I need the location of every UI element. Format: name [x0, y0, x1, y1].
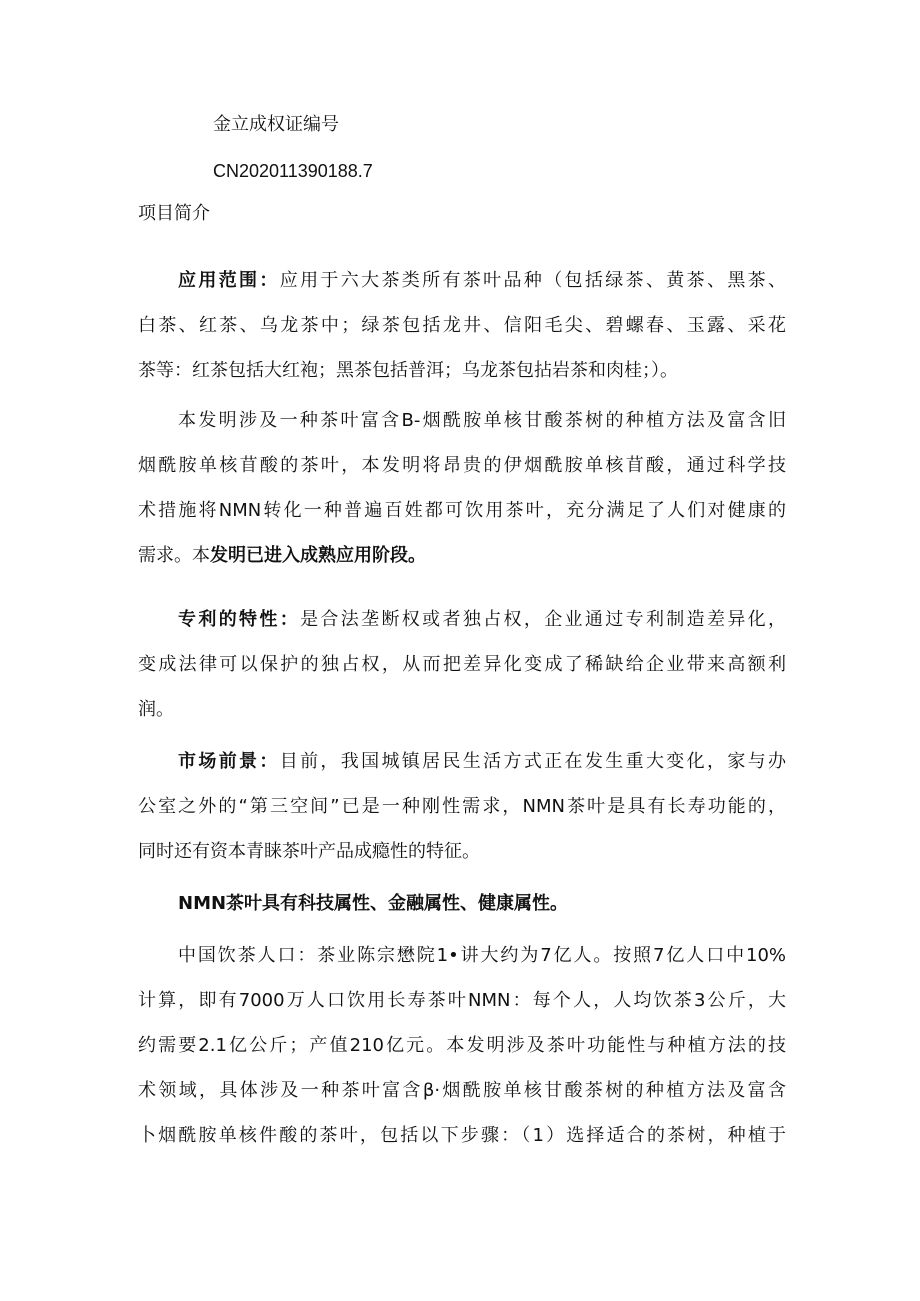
scope-label: 应用范围：: [178, 270, 280, 291]
certificate-title: 金立成权证编号: [213, 114, 339, 135]
text-line: 本发明涉及一种茶叶富含B-烟酰胺单核甘酸茶树的种植方法及富含旧: [178, 410, 786, 431]
text-line: [138, 739, 786, 784]
text-line: 同时还有资本青睐茶叶产品成瘾性的特征。: [138, 841, 480, 862]
paragraph-invention: [138, 398, 786, 578]
attributes-text: NMN茶叶具有科技属性、金融属性、健康属性。: [178, 893, 569, 914]
patent-number: CN202011390188.7: [213, 161, 373, 181]
paragraph-patent-characteristics: [138, 597, 786, 732]
market-text: 目前，我国城镇居民生活方式正在发生重大变化，家与办: [279, 751, 787, 772]
text-line: [138, 533, 786, 578]
text-line: [138, 258, 786, 303]
text-line: 约需要2.1亿公斤；产值210亿元。本发明涉及茶叶功能性与种植方法的技: [138, 1035, 786, 1056]
paragraph-population: [138, 933, 786, 1158]
text-line: 白茶、红茶、乌龙茶中；绿茶包括龙井、信阳毛尖、碧螺春、玉露、采花: [138, 315, 786, 336]
text-line: 术领域，具体涉及一种茶叶富含β·烟酰胺单核甘酸茶树的种植方法及富含: [138, 1080, 786, 1101]
patent-text: 是合法垄断权或者独占权，企业通过专利制造差异化，: [300, 609, 787, 630]
paragraph-market-prospects: [138, 739, 786, 874]
text-line: 茶等：红茶包括大红袍；黑茶包括普洱；乌龙茶包拈岩茶和肉桂；）。: [138, 360, 678, 381]
section-heading: 项目简介: [138, 203, 210, 224]
text-line: 计算，即有7000万人口饮用长寿茶叶NMN：每个人，人均饮茶3公斤，大: [138, 990, 786, 1011]
text-line: [138, 597, 786, 642]
text-line: 公室之外的“第三空间”已是一种刚性需求，NMN茶叶是具有长寿功能的，: [138, 796, 786, 817]
text-line: 卜烟酰胺单核件酸的茶叶，包括以下步骤：（1）选择适合的茶树，种植于: [138, 1125, 786, 1146]
text-line: 烟酰胺单核苜酸的茶叶，本发明将昂贵的伊烟酰胺单核苜酸，通过科学技: [138, 455, 786, 476]
invention-bold-text: 发明已进入成熟应用阶段。: [210, 545, 426, 566]
paragraph-attributes: [138, 881, 786, 926]
text-line: 术措施将NMN转化一种普遍百姓都可饮用茶叶，充分满足了人们对健康的: [138, 500, 786, 521]
text-line: 中国饮茶人口：茶业陈宗懋院1•讲大约为7亿人。按照7亿人口中10%: [178, 945, 786, 966]
scope-text: 应用于六大茶类所有茶叶品种（包括绿茶、黄茶、黑茶、: [279, 270, 787, 291]
paragraph-application-scope: [138, 258, 786, 393]
patent-label: 专利的特性：: [178, 609, 301, 630]
text-line: 润。: [138, 699, 174, 720]
text-line: 变成法律可以保护的独占权，从而把差异化变成了稀缺给企业带来高额利: [138, 654, 786, 675]
market-label: 市场前景：: [178, 751, 280, 772]
invention-text: 需求。本: [138, 545, 210, 566]
